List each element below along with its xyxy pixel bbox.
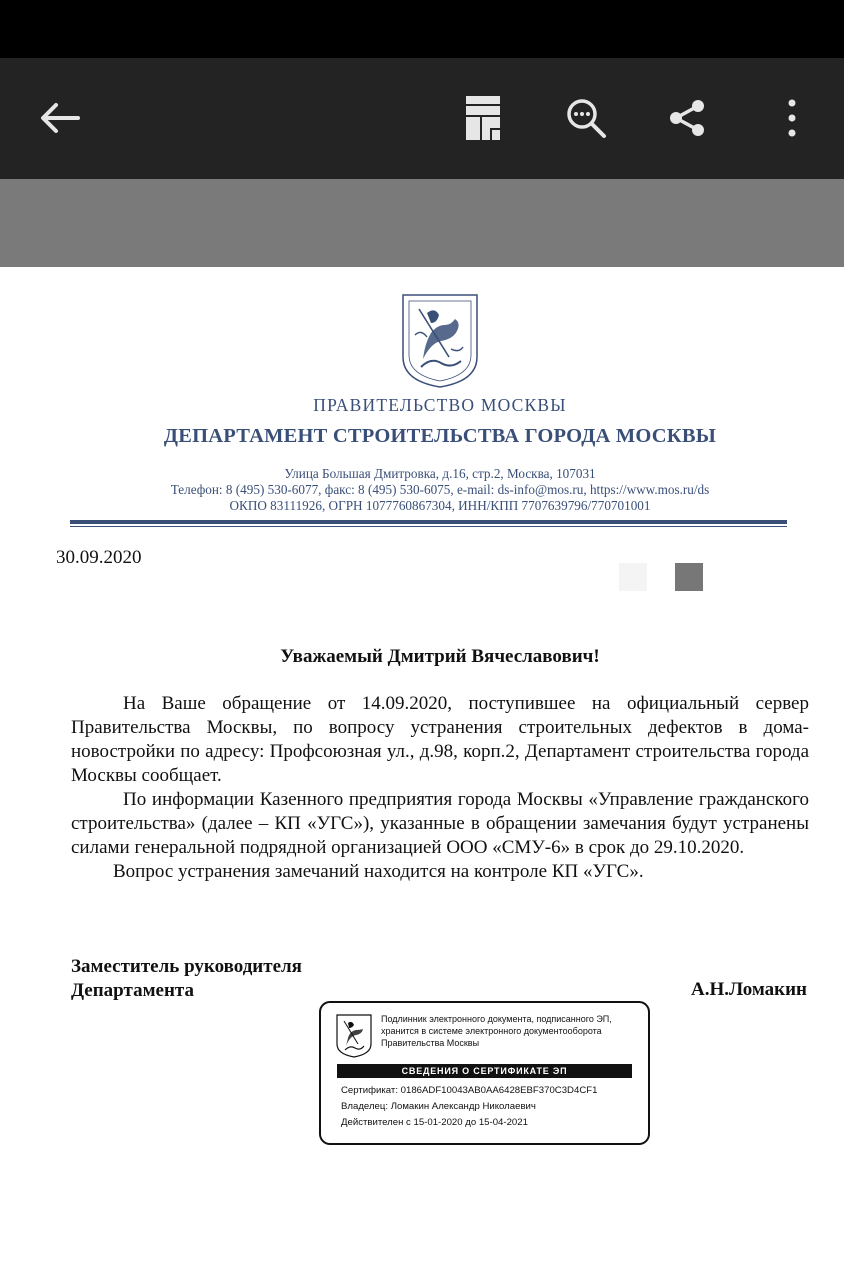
stamp-owner: Владелец: Ломакин Александр Николаевич	[341, 1101, 536, 1112]
redaction-box-light	[619, 563, 647, 591]
stamp-header	[381, 1013, 612, 1049]
signer-title	[71, 955, 302, 1003]
page-gap	[0, 179, 844, 267]
page-layout-icon	[465, 95, 501, 141]
stamp-header-line-1: Подлинник электронного документа, подписанного ЭП,	[381, 1014, 612, 1024]
status-bar	[0, 0, 844, 58]
moscow-coat-of-arms-icon	[401, 293, 479, 389]
department-address: Улица Большая Дмитровка, д.16, стр.2, Москва, 107031	[284, 466, 596, 481]
stamp-coat-of-arms-icon	[336, 1014, 372, 1058]
letter-body	[71, 692, 809, 884]
back-button[interactable]	[30, 88, 90, 148]
page-layout-button[interactable]	[453, 88, 513, 148]
toolbar	[0, 58, 844, 179]
document-page[interactable]	[0, 267, 844, 1280]
redaction-box-dark	[675, 563, 703, 591]
more-button[interactable]	[762, 88, 822, 148]
department-name: ДЕПАРТАМЕНТ СТРОИТЕЛЬСТВА ГОРОДА МОСКВЫ	[163, 425, 717, 447]
stamp-header-line-3: Правительства Москвы	[381, 1038, 480, 1048]
letter-greeting: Уважаемый Дмитрий Вячеславович!	[280, 646, 600, 667]
paragraph-3: Вопрос устранения замечаний находится на контроле КП «УГС».	[113, 861, 644, 882]
letterhead-rule-thin	[70, 526, 787, 527]
stamp-certificate-bar: СВЕДЕНИЯ О СЕРТИФИКАТЕ ЭП	[337, 1064, 632, 1078]
department-registry: ОКПО 83111926, ОГРН 1077760867304, ИНН/КПП 7707639796/770701001	[229, 498, 651, 513]
government-name: ПРАВИТЕЛЬСТВО МОСКВЫ	[313, 395, 567, 415]
search-button[interactable]	[556, 88, 616, 148]
signer-name: А.Н.Ломакин	[691, 979, 807, 1000]
stamp-header-line-2: хранится в системе электронного документооборота	[381, 1026, 602, 1036]
stamp-certificate: Сертификат: 0186ADF10043AB0AA6428EBF370C3D4CF1	[341, 1085, 598, 1096]
signer-title-line-1: Заместитель руководителя	[71, 956, 302, 977]
electronic-signature-stamp	[319, 1001, 650, 1145]
share-icon	[667, 98, 707, 138]
stamp-validity: Действителен с 15-01-2020 до 15-04-2021	[341, 1117, 528, 1128]
paragraph-2: По информации Казенного предприятия города Москвы «Управление гражданского строительства» (далее – КП «УГС»), указанные в обращении замечания будут устранены силами генеральной подрядной организацией ООО «СМУ-6» в срок до 29.10.2020.	[71, 789, 809, 858]
share-button[interactable]	[657, 88, 717, 148]
letterhead-rule	[70, 520, 787, 524]
paragraph-1: На Ваше обращение от 14.09.2020, поступившее на официальный сервер Правительства Москвы, по вопросу устранения строительных дефектов в дома-новостройки по адресу: Профсоюзная ул., д.98, корп.2, Департамент строительства города Москвы сообщает.	[71, 693, 809, 786]
search-icon	[564, 96, 608, 140]
signer-title-line-2: Департамента	[71, 980, 194, 1001]
more-vertical-icon	[787, 98, 797, 138]
letter-date: 30.09.2020	[56, 547, 142, 568]
department-contacts: Телефон: 8 (495) 530-6077, факс: 8 (495) 530-6075, e-mail: ds-info@mos.ru, https://www.mos.ru/ds	[170, 482, 710, 497]
arrow-left-icon	[38, 101, 82, 135]
